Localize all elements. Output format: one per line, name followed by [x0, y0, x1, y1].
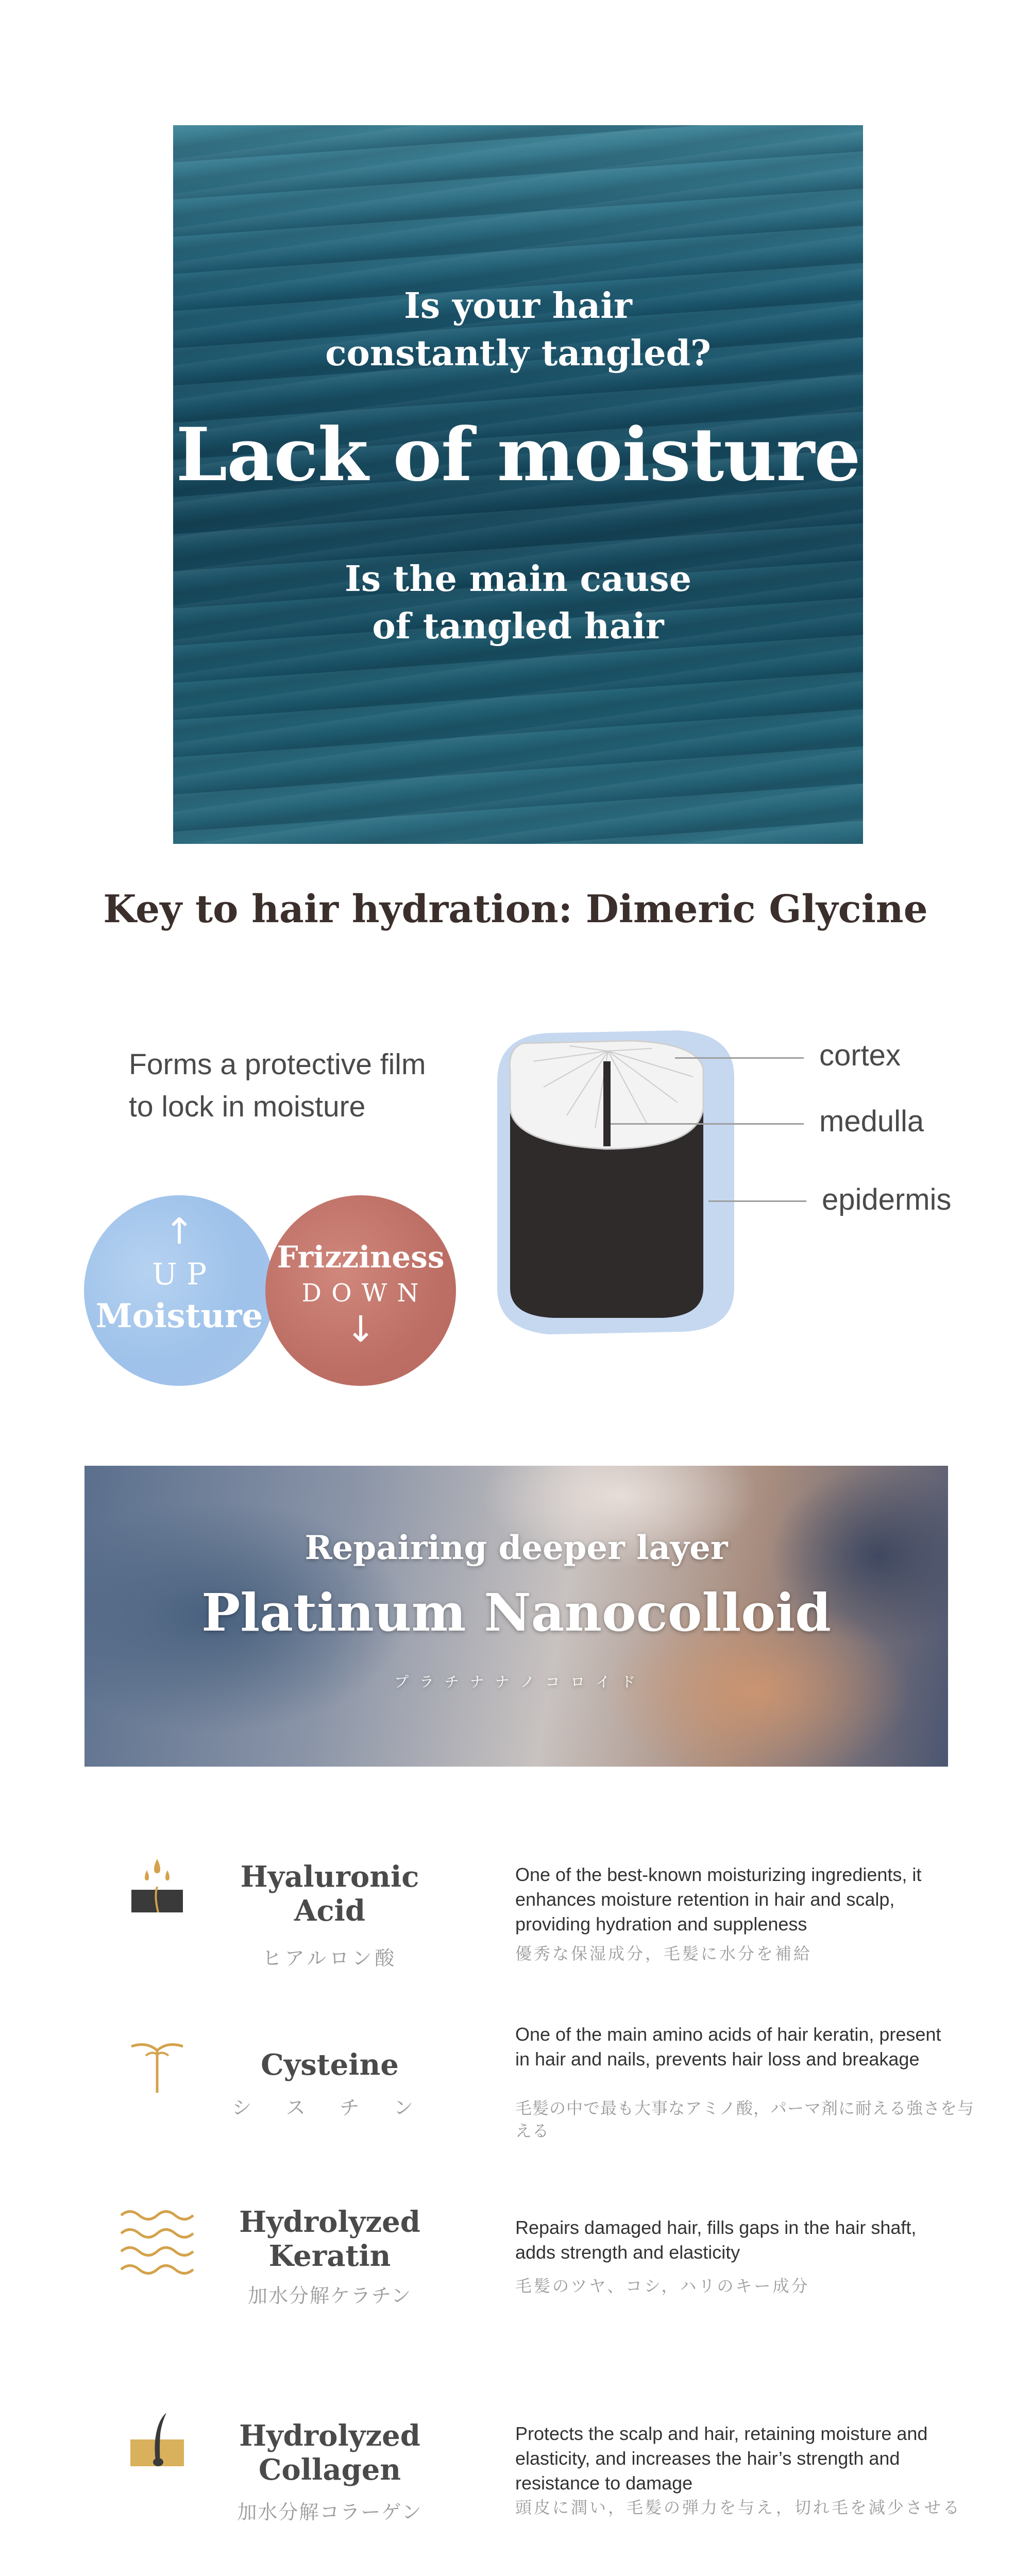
hero-question-line2: constantly tangled?: [325, 333, 711, 374]
hero-question-line1: Is your hair: [404, 285, 632, 327]
ingredient-name-line2: Collagen: [258, 2453, 401, 2487]
film-line2: to lock in moisture: [129, 1090, 366, 1123]
platinum-title: Platinum Nanocolloid: [201, 1582, 831, 1643]
ingredient-desc-collagen: Protects the scalp and hair, retaining moisture and elasticity, and increases the hair’s strength and resistance to damage: [515, 2423, 928, 2494]
ingredient-name-line1: Hyaluronic: [240, 1860, 419, 1894]
up-label: U P: [151, 1257, 207, 1292]
frizziness-word: Frizziness: [277, 1240, 445, 1275]
ingredient-name-line2: Acid: [294, 1894, 365, 1928]
hero-headline: Lack of moisture: [176, 412, 860, 498]
ingredient-desc-hyaluronic: One of the best-known moisturizing ingredients, it enhances moisture retention in hair and scalp, providing hydration and suppleness: [515, 1864, 922, 1935]
cortex-leader: [675, 1057, 804, 1059]
epidermis-label: epidermis: [822, 1183, 952, 1216]
ingredient-desc-jp-keratin: 毛髪のツヤ、コシ，ハリのキー成分: [515, 2277, 810, 2295]
ingredient-desc-jp-hyaluronic: 優秀な保湿成分，毛髪に水分を補給: [515, 1944, 813, 1963]
epidermis-leader: [708, 1200, 806, 1202]
hair-cross-section-icon: [477, 1020, 755, 1340]
film-description: [129, 1043, 489, 1128]
hero-cause: [173, 555, 863, 650]
ingredient-desc-jp-cysteine: 毛髪の中で最も大事なアミノ酸，パーマ剤に耐える強さを与える: [515, 2099, 975, 2140]
medulla-shape: [603, 1061, 611, 1146]
ingredient-desc-jp-collagen: 頭皮に潤い，毛髪の弾力を与え，切れ毛を減少させる: [515, 2498, 961, 2517]
ingredient-name-line2: Keratin: [268, 2239, 391, 2273]
platinum-jp: プ ラ チ ナ ナ ノ コ ロ イ ド: [394, 1673, 639, 1690]
ingredient-jp-collagen: 加水分解コラーゲン: [237, 2502, 422, 2523]
ingredient-jp-hyaluronic: ヒアルロン酸: [262, 1948, 398, 1970]
hero-banner: [173, 125, 863, 844]
ingredient-name-keratin: [216, 2205, 443, 2273]
down-label: D O W N: [301, 1279, 420, 1308]
ingredient-desc-keratin: Repairs damaged hair, fills gaps in the hair shaft, adds strength and elasticity: [515, 2217, 917, 2263]
frizziness-down-bubble: [265, 1195, 456, 1386]
hair-follicle-icon: [126, 2409, 188, 2470]
ingredient-name-hyaluronic: [216, 1860, 443, 1928]
moisture-word: Moisture: [95, 1297, 263, 1335]
wave-icon: [119, 2205, 196, 2282]
ingredient-name-cysteine: [216, 2048, 443, 2082]
ingredient-desc-cysteine: One of the main amino acids of hair keratin, present in hair and nails, prevents hair loss and breakage: [515, 2024, 941, 2070]
moisture-up-bubble: [84, 1195, 275, 1386]
film-line1: Forms a protective film: [129, 1048, 426, 1081]
hydration-title: Key to hair hydration: Dimeric Glycine: [103, 887, 928, 931]
medulla-leader: [611, 1123, 804, 1125]
hero-cause-line2: of tangled hair: [372, 606, 664, 647]
split-strand-icon: [126, 2035, 188, 2097]
hero-question: [173, 282, 863, 377]
platinum-subtitle: Repairing deeper layer: [305, 1529, 728, 1567]
arrow-down-icon: ↓: [345, 1308, 376, 1350]
ingredient-jp-cysteine: シ ス チ ン: [232, 2097, 428, 2119]
platinum-banner: [84, 1466, 948, 1767]
cortex-label: cortex: [819, 1039, 901, 1072]
hero-cause-line1: Is the main cause: [345, 558, 691, 600]
arrow-up-icon: ↑: [164, 1210, 195, 1252]
medulla-label: medulla: [819, 1105, 924, 1138]
ingredient-jp-keratin: 加水分解ケラチン: [247, 2285, 412, 2307]
ingredient-name-line1: Hydrolyzed: [239, 2205, 420, 2239]
droplet-icon: [126, 1855, 188, 1917]
ingredient-name-line1: Cysteine: [261, 2048, 399, 2082]
ingredient-name-collagen: [216, 2419, 443, 2487]
ingredient-name-line1: Hydrolyzed: [239, 2419, 420, 2453]
